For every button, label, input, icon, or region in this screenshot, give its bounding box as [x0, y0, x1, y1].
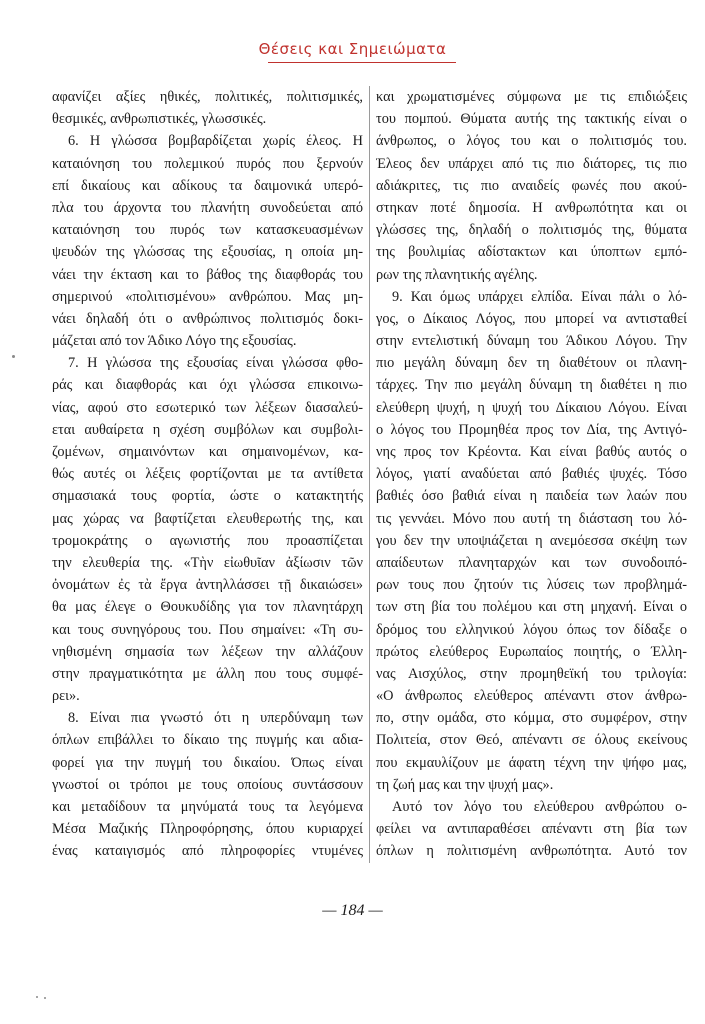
- text-line: μας χώρας να βαφτίζεται ελευθερωτής της, και: [52, 510, 363, 527]
- text-line: 8. Είναι πια γνωστό ότι η υπερδύναμη των: [68, 710, 363, 727]
- text-line: της βουλιμίας αδίστακτων και ύποπτων εμπό-: [376, 244, 687, 261]
- text-line: δρόμος του ελληνικού λόγου όπως τον δίδαξε ο: [376, 621, 687, 638]
- text-line: νίας, αφού στο εσωτερικό των λέξεων διασαλεύ-: [52, 399, 363, 416]
- text-line: και χρωματισμένες σύμφωνα με τις επιδιώξεις: [376, 89, 687, 105]
- text-line: εται αυθαίρετα η σχέση συμβόλων και συμβολι-: [52, 421, 363, 438]
- text-line: νης προς τον Κρέοντα. Και είναι βαθύς αυτός ο: [376, 444, 687, 460]
- text-line: ψευδών της γλώσσας της εξουσίας, η οποία μη-: [52, 244, 363, 261]
- text-line: όπλων η πολιτισμένη ανθρωπότητα. Αυτό τον: [376, 843, 687, 860]
- text-line: φείλει να αντιπαραθέσει απέναντι στη βία των: [376, 821, 687, 838]
- text-line: απαίδευτων πλανηταρχών και των συνοδοιπό-: [376, 554, 687, 571]
- text-line: αφανίζει αξίες ηθικές, πολιτικές, πολιτισμικές,: [52, 89, 363, 105]
- text-line: θεσμικές, ανθρωπιστικές, γλωσσικές.: [52, 111, 267, 128]
- text-line: του πομπού. Θύματα αυτής της τακτικής είναι ο: [376, 111, 687, 128]
- text-line: νηθισμένη σημασία των λέξεων την αλλάζουν: [52, 643, 363, 660]
- text-line: των στη βία του πολέμου και στη μηχανή. Είναι ο: [376, 599, 687, 616]
- text-line: όπλων επιβάλλει το δίκαιο της πυγμής και αδια-: [52, 732, 363, 749]
- column-divider: [369, 86, 370, 863]
- text-line: σημερινού «πολιτισμένου» ανθρώπου. Μας μη-: [52, 288, 363, 305]
- text-line: επί δικαίους και αδίκους τα δαιμονικά υπερό-: [52, 177, 363, 194]
- text-line: νάει την έκταση και το βάθος της διαφθοράς του: [52, 266, 363, 283]
- text-line: ρει».: [52, 688, 80, 705]
- text-line: την ελευθερία της. «Τὴν εἰωθυῖαν ἀξίωσιν τῶν: [52, 554, 363, 571]
- text-line: τις γεννάει. Μόνο που αυτή τη διάσταση του λό-: [376, 510, 687, 527]
- text-line: θώς αυτές οι λέξεις φορτίζονται με τα αντίθετα: [52, 466, 363, 483]
- text-line: τη ζωή μας και την ψυχή μας».: [376, 776, 554, 793]
- scan-speck: [36, 996, 38, 998]
- text-line: θα μας έλεγε ο Θουκυδίδης για τον πλανητάρχη: [52, 599, 363, 616]
- text-line: τάρχες. Την πιο μεγάλη δύναμη τη διαθέτει η πιο: [376, 377, 687, 394]
- page-number: — 184 —: [322, 902, 383, 919]
- text-line: φορεί για την πυγμή του δικαίου. Όπως είναι: [52, 754, 363, 771]
- text-line: στηκαν ποτέ δημοσία. Η ανθρωπότητα και οι: [376, 199, 687, 216]
- text-line: νάει δηλαδή ότι ο ανθρώπινος πολιτισμός δοκι-: [52, 310, 363, 327]
- text-line: γος, ο Δίκαιος Λόγος, που μπορεί να αντισταθεί: [376, 310, 687, 327]
- text-line: ελεύθερη ψυχή, η ψυχή του Δίκαιου Λόγου. Είναι: [376, 399, 687, 416]
- text-line: 9. Και όμως υπάρχει ελπίδα. Είναι πάλι ο λό-: [392, 288, 687, 305]
- text-line: ζομένων, σημαινόντων και σημαινομένων, κα-: [52, 444, 363, 460]
- text-line: και μεταδίδουν τα μηνύματά τους τα λεγόμενα: [52, 799, 363, 815]
- text-line: άνθρωπος, ο λόγος του και ο πολιτισμός του.: [376, 133, 687, 150]
- text-line: ένας καταιγισμός από πληροφορίες ντυμένες: [52, 843, 363, 860]
- text-line: Μέσα Μαζικής Πληροφόρησης, όπου κυριαρχεί: [52, 821, 363, 838]
- text-line: πλα του άρχοντα του πλανήτη συνοδεύεται από: [52, 199, 363, 216]
- text-line: ρων της πλανητικής αγέλης.: [376, 266, 538, 283]
- text-line: 6. Η γλώσσα βομβαρδίζεται χωρίς έλεος. Η: [68, 133, 363, 150]
- text-line: καταιόνηση του πολεμικού πυρός που ξερνούν: [52, 155, 363, 172]
- text-line: πρώτος ελεύθερος Ευρωπαίος ποιητής, ο Έλλη-: [376, 643, 687, 660]
- scan-speck: [44, 997, 46, 999]
- text-line: νας Αισχύλος, στην προμηθεϊκή του τριλογία:: [376, 665, 687, 682]
- text-column-right: [376, 86, 687, 863]
- text-line: Πολιτεία, στον Θεό, απέναντι σε όλους εκείνους: [376, 732, 687, 749]
- text-line: βαθιές όσο βαθιά είναι η παιδεία των λαών που: [376, 488, 687, 505]
- text-line: ράς και διαφθοράς και όχι γλώσσα επικοινω-: [52, 377, 363, 394]
- text-line: ο λόγος του Προμηθέα προς τον Δία, της Αντιγό-: [376, 421, 687, 438]
- text-line: γνωστοί οι τρόποι με τους οποίους συντάσσουν: [52, 776, 363, 793]
- text-line: «Ο άνθρωπος ελεύθερος απέναντι στον άνθρω-: [376, 688, 687, 705]
- text-line: Αυτό τον λόγο του ελεύθερου ανθρώπου ο-: [392, 799, 687, 815]
- text-line: γου δεν την υποψιάζεται η ανεμόεσσα σκέψη των: [376, 532, 687, 549]
- text-line: στην πραγματικότητα με άλλη που τους συμφέ-: [52, 665, 363, 682]
- text-line: αδιάκριτες, τις πιο αναιδείς φωνές που ακού-: [376, 177, 687, 194]
- text-line: στην εντελιστική δύναμη του Άδικου Λόγου. Την: [376, 333, 687, 350]
- text-line: τρομοκράτης ο αγωνιστής που προασπίζεται: [52, 532, 363, 549]
- text-line: πο, στην ομάδα, στο κόμμα, στο συμφέρον, στην: [376, 710, 687, 727]
- text-line: λόγος, γιατί αναδύεται από βαθιές ψυχές. Τόσο: [376, 466, 687, 483]
- text-line: πιο μεγάλη δύναμη δεν τη διαθέτουν οι πλανη-: [376, 355, 687, 372]
- text-line: 7. Η γλώσσα της εξουσίας είναι γλώσσα φθο-: [68, 355, 363, 372]
- text-line: Έλεος δεν υπάρχει από τις πιο διάτορες, τις πιο: [376, 155, 687, 172]
- text-line: ρων τους που ζητούν τις λύσεις των προβλημά-: [376, 577, 687, 594]
- text-line: γλώσσες της, δηλαδή ο πολιτισμός της, θύματα: [376, 222, 687, 239]
- text-line: και τους συνηγόρους του. Που σημαίνει: «Τη συ-: [52, 621, 363, 638]
- text-line: καταιόνηση του πυρός των κατασκευασμένων: [52, 222, 363, 239]
- text-line: ὀνομάτων ἐς τὰ ἔργα ἀντηλλάσσει τῇ δικαιώσει»: [52, 577, 363, 594]
- header-underline: [268, 62, 456, 63]
- text-column-left: [52, 86, 363, 863]
- text-line: μάζεται από τον Άδικο Λόγο της εξουσίας.: [52, 333, 297, 350]
- text-line: σημασιακά τους φορτία, ώστε ο κατακτητής: [52, 488, 363, 505]
- running-header: Θέσεις και Σημειώματα: [258, 40, 447, 58]
- text-line: που εκμαυλίζουν με άφατη τέχνη την ψήφο μας,: [376, 754, 687, 771]
- scan-speck: [12, 355, 15, 358]
